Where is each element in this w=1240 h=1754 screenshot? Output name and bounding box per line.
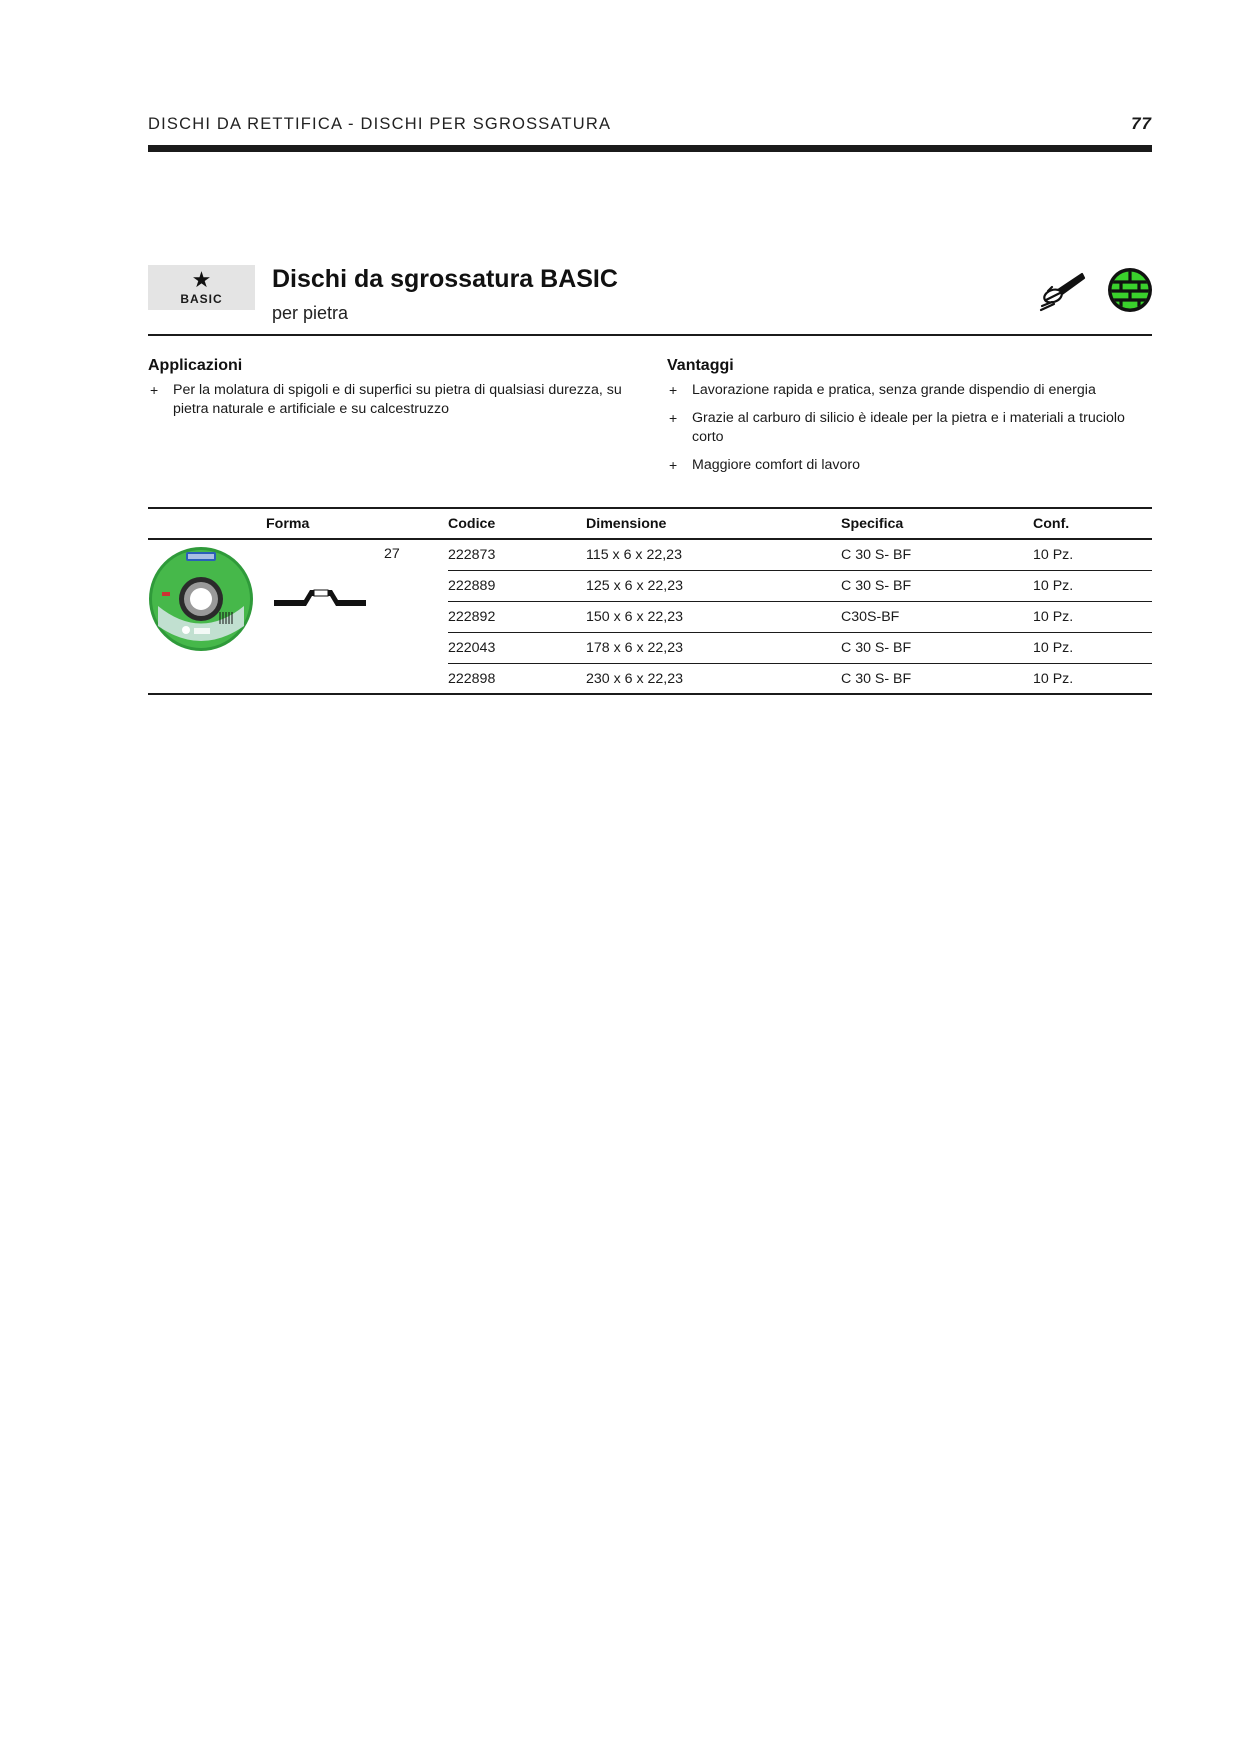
cell-dimensione: 178 x 6 x 22,23 bbox=[586, 640, 684, 656]
plus-icon: + bbox=[669, 410, 678, 426]
cell-codice: 222873 bbox=[448, 547, 496, 563]
grinding-disc-image bbox=[148, 546, 254, 652]
star-icon: ★ bbox=[191, 266, 212, 292]
product-title: Dischi da sgrossatura BASIC bbox=[272, 265, 618, 293]
header-rule bbox=[148, 145, 1152, 152]
title-rule bbox=[148, 334, 1152, 336]
header-forma: Forma bbox=[266, 515, 310, 532]
cell-conf: 10 Pz. bbox=[1033, 640, 1074, 656]
product-subtitle: per pietra bbox=[272, 303, 349, 323]
list-item: + Lavorazione rapida e pratica, senza grande dispendio di energia bbox=[669, 382, 1096, 398]
table-header bbox=[148, 509, 1152, 540]
cell-specifica: C 30 S- BF bbox=[841, 547, 912, 563]
header-specifica: Specifica bbox=[841, 515, 904, 532]
cell-conf: 10 Pz. bbox=[1033, 609, 1074, 625]
cell-specifica: C 30 S- BF bbox=[841, 671, 912, 687]
table-body bbox=[148, 540, 1152, 694]
list-item: + Grazie al carburo di silicio è ideale per la pietra e i materiali a truciolo corto bbox=[669, 410, 1125, 445]
table-row bbox=[448, 571, 1152, 602]
cell-codice: 222898 bbox=[448, 671, 496, 687]
applicazioni-section bbox=[148, 357, 648, 428]
page-number: 77 bbox=[1131, 114, 1152, 133]
table-row bbox=[448, 540, 1152, 571]
plus-icon: + bbox=[150, 382, 159, 398]
vantaggi-list bbox=[667, 381, 1157, 475]
forma-cell bbox=[148, 540, 448, 692]
table-row bbox=[448, 633, 1152, 664]
forma-type: 27 bbox=[384, 546, 400, 562]
vantaggi-heading: Vantaggi bbox=[667, 357, 734, 374]
applicazioni-heading: Applicazioni bbox=[148, 357, 243, 374]
plus-icon: + bbox=[669, 457, 678, 473]
running-header bbox=[148, 112, 1152, 136]
cell-dimensione: 230 x 6 x 22,23 bbox=[586, 671, 684, 687]
header-conf: Conf. bbox=[1033, 515, 1070, 532]
plus-icon: + bbox=[669, 382, 678, 398]
list-item: + Maggiore comfort di lavoro bbox=[669, 457, 860, 473]
disc-profile-shape bbox=[274, 586, 366, 608]
table-row bbox=[448, 664, 1152, 694]
cell-conf: 10 Pz. bbox=[1033, 578, 1074, 594]
cell-specifica: C 30 S- BF bbox=[841, 578, 912, 594]
header-codice: Codice bbox=[448, 515, 496, 532]
badge-label: BASIC bbox=[180, 291, 223, 306]
table-row bbox=[448, 602, 1152, 633]
cell-specifica: C30S-BF bbox=[841, 609, 900, 625]
cell-codice: 222043 bbox=[448, 640, 496, 656]
cell-codice: 222892 bbox=[448, 609, 496, 625]
cell-codice: 222889 bbox=[448, 578, 496, 594]
cell-conf: 10 Pz. bbox=[1033, 671, 1074, 687]
cell-conf: 10 Pz. bbox=[1033, 547, 1074, 563]
applicazioni-list bbox=[148, 381, 648, 419]
angle-grinder-icon bbox=[1038, 266, 1086, 314]
stone-material-icon bbox=[1106, 266, 1154, 314]
product-table bbox=[148, 507, 1152, 695]
cell-specifica: C 30 S- BF bbox=[841, 640, 912, 656]
basic-badge bbox=[148, 265, 255, 310]
cell-dimensione: 115 x 6 x 22,23 bbox=[586, 547, 682, 563]
section-title: DISCHI DA RETTIFICA - DISCHI PER SGROSSATURA bbox=[148, 114, 612, 133]
cell-dimensione: 150 x 6 x 22,23 bbox=[586, 609, 684, 625]
header-dimensione: Dimensione bbox=[586, 515, 667, 532]
cell-dimensione: 125 x 6 x 22,23 bbox=[586, 578, 684, 594]
vantaggi-section bbox=[667, 357, 1157, 484]
list-item: + Per la molatura di spigoli e di superfici su pietra di qualsiasi durezza, su pietra naturale e artificiale e su calcestruzzo bbox=[150, 382, 622, 417]
